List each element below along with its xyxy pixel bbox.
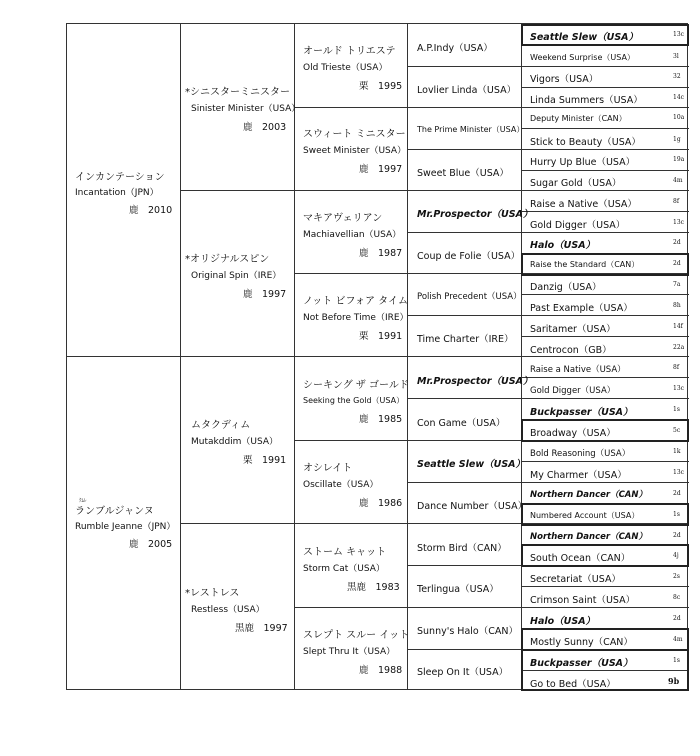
g5-15: Saritamer（USA）: [530, 324, 616, 335]
g5-13: Danzig（USA）: [530, 282, 602, 293]
g4-7: Polish Precedent（USA）: [417, 292, 522, 302]
dam2-info: 黒鹿 1997: [235, 623, 288, 634]
g3-2-info: 鹿 1997: [359, 164, 403, 175]
g4-11: Seattle Slew（USA）: [417, 459, 526, 470]
g5-25: Northern Dancer（CAN）: [530, 532, 647, 542]
g3-2-en: Sweet Minister（USA）: [303, 146, 407, 156]
row-divider: [294, 607, 689, 608]
g5-1-code: 13c: [673, 31, 684, 38]
row-divider: [407, 232, 689, 233]
sire2-name-jp: ムタクディム: [191, 420, 251, 431]
g3-6-en: Oscillate（USA）: [303, 480, 379, 490]
row-divider: [407, 482, 689, 483]
row-divider: [521, 211, 689, 212]
g4-10: Con Game（USA）: [417, 418, 506, 429]
g3-7-en: Storm Cat（USA）: [303, 564, 385, 574]
dam2-name-jp: *レストレス: [185, 588, 240, 599]
g4-14: Terlingua（USA）: [417, 584, 499, 595]
horse2-info: 鹿 2005: [129, 539, 173, 550]
g5-14-code: 8h: [673, 302, 681, 309]
g5-7: Hurry Up Blue（USA）: [530, 157, 636, 168]
g3-3-info: 鹿 1987: [359, 248, 403, 259]
horse-info: 鹿 2010: [129, 205, 173, 216]
g4-6: Coup de Folie（USA）: [417, 251, 521, 262]
g5-29-code: 2d: [673, 615, 681, 622]
g5-28-code: 8c: [673, 594, 681, 601]
g5-17: Raise a Native（USA）: [530, 365, 626, 375]
g5-30: Mostly Sunny（CAN）: [530, 637, 633, 648]
g5-27: Secretariat（USA）: [530, 574, 621, 585]
sire-info: 鹿 2003: [243, 122, 287, 133]
sire-name-jp: *シニスターミニスター: [185, 87, 290, 98]
g5-13-code: 7a: [673, 281, 681, 288]
dam-info: 鹿 1997: [243, 289, 287, 300]
horse2-name-en: Rumble Jeanne（JPN）: [75, 522, 176, 532]
g5-21-code: 1k: [673, 448, 681, 455]
g5-11: Halo（USA）: [530, 240, 596, 251]
g5-22: My Charmer（USA）: [530, 470, 627, 481]
horse-name-jp: インカンテーション: [75, 172, 165, 183]
g4-4: Sweet Blue（USA）: [417, 168, 509, 179]
g3-7-info: 黒鹿 1983: [347, 582, 400, 593]
g5-2: Weekend Surprise（USA）: [530, 53, 635, 62]
g5-24-code: 1s: [673, 511, 680, 518]
row-divider: [407, 398, 689, 399]
row-divider: [521, 586, 689, 587]
row-divider: [521, 87, 689, 88]
row-divider: [521, 461, 689, 462]
g5-5: Deputy Minister（CAN）: [530, 114, 627, 123]
g5-14: Past Example（USA）: [530, 303, 633, 314]
horse2-ruby: ｸﾑﾚ: [79, 498, 87, 504]
g5-10-code: 13c: [673, 219, 684, 226]
g3-4-jp: ノット ビフォア タイム: [303, 296, 408, 307]
g5-21: Bold Reasoning（USA）: [530, 449, 631, 459]
g5-6: Stick to Beauty（USA）: [530, 137, 641, 148]
g5-20-code: 5c: [673, 427, 681, 434]
g5-3-code: 32: [673, 73, 681, 80]
g5-18-code: 13c: [673, 385, 684, 392]
g5-23: Northern Dancer（CAN）: [530, 490, 647, 500]
g5-30-code: 4m: [673, 636, 683, 643]
g5-24: Numbered Account（USA）: [530, 511, 640, 520]
g3-1-en: Old Trieste（USA）: [303, 63, 388, 73]
g5-25-code: 2d: [673, 532, 681, 539]
g5-32: Go to Bed（USA）: [530, 679, 616, 690]
row-divider: [294, 107, 689, 108]
g5-19: Buckpasser（USA）: [530, 407, 633, 418]
dam-name-jp: *オリジナルスピン: [185, 254, 270, 265]
g4-12: Dance Number（USA）: [417, 501, 528, 512]
g3-8-en: Slept Thru It（USA）: [303, 647, 396, 657]
g3-5-info: 鹿 1985: [359, 414, 403, 425]
g3-4-info: 栗 1991: [359, 331, 403, 342]
sire2-info: 栗 1991: [243, 455, 287, 466]
g5-8: Sugar Gold（USA）: [530, 178, 622, 189]
row-divider: [521, 377, 689, 378]
g5-5-code: 10a: [673, 114, 685, 121]
g4-5: Mr.Prospector（USA）: [417, 209, 533, 220]
g5-10: Gold Digger（USA）: [530, 220, 626, 231]
g5-18: Gold Digger（USA）: [530, 386, 616, 396]
g4-3: The Prime Minister（USA）: [417, 125, 525, 134]
g3-3-jp: マキアヴェリアン: [303, 213, 383, 224]
dam2-name-en: Restless（USA）: [191, 605, 265, 615]
g5-12-code: 2d: [673, 260, 681, 267]
g5-6-code: 1g: [673, 136, 681, 143]
g3-2-jp: スウィート ミニスター: [303, 129, 406, 140]
g4-1: A.P.Indy（USA）: [417, 43, 493, 54]
dam-name-en: Original Spin（IRE）: [191, 271, 282, 281]
g5-23-code: 2d: [673, 490, 681, 497]
g5-32-code: 9b: [668, 676, 680, 686]
row-divider: [521, 170, 689, 171]
g3-4-en: Not Before Time（IRE）: [303, 313, 409, 323]
horse2-name-jp: ランブルジャンヌ: [75, 506, 154, 517]
row-divider: [521, 294, 689, 295]
g3-6-info: 鹿 1986: [359, 498, 403, 509]
g3-8-info: 鹿 1988: [359, 665, 403, 676]
g5-9-code: 8f: [673, 198, 680, 205]
g5-8-code: 4m: [673, 177, 683, 184]
g5-27-code: 2s: [673, 573, 680, 580]
g5-12: Raise the Standard（CAN）: [530, 260, 640, 269]
g4-15: Sunny's Halo（CAN）: [417, 626, 518, 637]
row-divider: [521, 128, 689, 129]
g5-2-code: 3l: [673, 53, 679, 60]
sire2-name-en: Mutakddim（USA）: [191, 437, 279, 447]
row-divider: [407, 66, 689, 67]
g5-22-code: 13c: [673, 469, 684, 476]
g5-9: Raise a Native（USA）: [530, 199, 637, 210]
g5-28: Crimson Saint（USA）: [530, 595, 636, 606]
g4-2: Lovlier Linda（USA）: [417, 85, 517, 96]
g4-16: Sleep On It（USA）: [417, 667, 509, 678]
pedigree-table: [66, 23, 688, 690]
g5-29: Halo（USA）: [530, 616, 596, 627]
g5-20: Broadway（USA）: [530, 428, 616, 439]
g5-15-code: 14f: [673, 323, 683, 330]
row-divider: [407, 149, 689, 150]
g3-5-en: Seeking the Gold（USA）: [303, 396, 405, 405]
g5-11-code: 2d: [673, 239, 681, 246]
g5-26-code: 4j: [673, 552, 679, 559]
g4-8: Time Charter（IRE）: [417, 334, 514, 345]
g4-13: Storm Bird（CAN）: [417, 543, 507, 554]
g3-1-info: 栗 1995: [359, 81, 403, 92]
g5-4-code: 14c: [673, 94, 684, 101]
row-divider: [67, 356, 689, 357]
row-divider: [521, 336, 689, 337]
g5-16: Centrocon（GB）: [530, 345, 612, 356]
g3-8-jp: スレプト スルー イット: [303, 630, 410, 641]
horse-name-en: Incantation（JPN）: [75, 188, 159, 198]
g3-7-jp: ストーム キャット: [303, 547, 387, 558]
g4-9: Mr.Prospector（USA）: [417, 376, 533, 387]
g5-3: Vigors（USA）: [530, 74, 599, 85]
g5-31-code: 1s: [673, 657, 680, 664]
g5-4: Linda Summers（USA）: [530, 95, 643, 106]
g3-5-jp: シーキング ザ ゴールド: [303, 380, 409, 391]
sire-name-en: Sinister Minister（USA）: [191, 104, 301, 114]
g5-16-code: 22a: [673, 344, 685, 351]
g5-17-code: 8f: [673, 364, 680, 371]
g5-1: Seattle Slew（USA）: [530, 32, 639, 43]
g5-7-code: 19a: [673, 156, 685, 163]
row-divider: [407, 315, 689, 316]
g3-1-jp: オールド トリエステ: [303, 46, 396, 57]
g3-6-jp: オシレイト: [303, 463, 353, 474]
g3-3-en: Machiavellian（USA）: [303, 230, 402, 240]
g5-26: South Ocean（CAN）: [530, 553, 631, 564]
g5-19-code: 1s: [673, 406, 680, 413]
g5-31: Buckpasser（USA）: [530, 658, 633, 669]
row-divider: [180, 190, 689, 191]
